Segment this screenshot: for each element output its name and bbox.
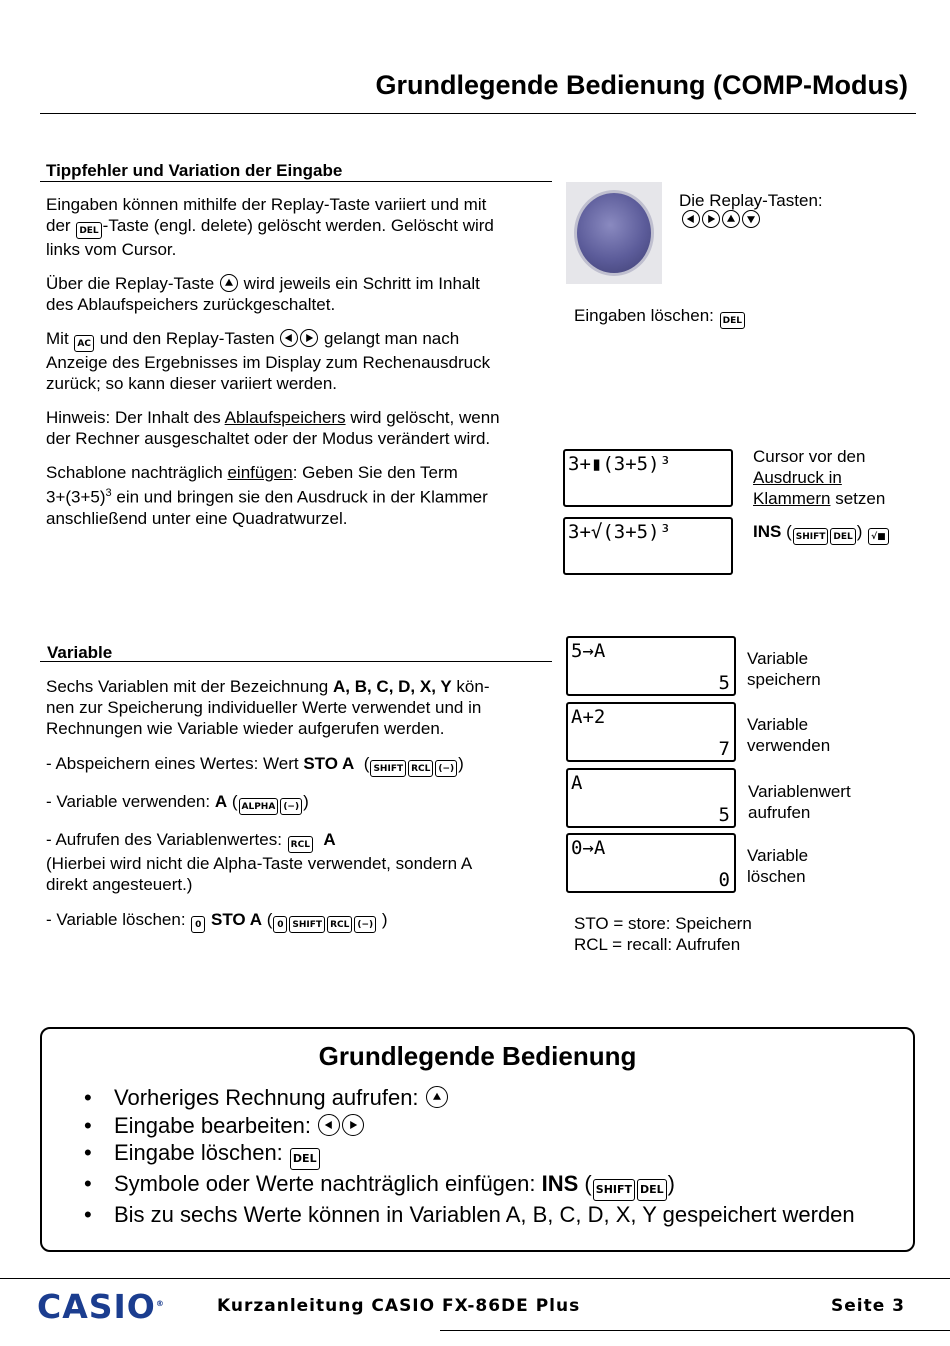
replay-keys-row — [681, 210, 761, 230]
text-fragment: - Abspeichern eines Wertes: Wert — [46, 754, 304, 773]
header-rule — [40, 113, 916, 114]
text-fragment: A, B, C, D, X, Y — [332, 677, 452, 696]
cursor-note — [753, 446, 890, 545]
section-typo-text — [46, 194, 546, 529]
ac-key-icon: AC — [74, 335, 94, 352]
text-fragment: 3+(3+5) — [46, 487, 106, 507]
text-fragment: Mit — [46, 329, 69, 348]
text-line — [46, 462, 546, 483]
lcd-caption — [748, 781, 851, 823]
shift-key-icon: SHIFT — [793, 528, 829, 545]
lcd-caption — [747, 714, 830, 756]
summary-title: Grundlegende Bedienung — [318, 1041, 637, 1071]
shift-key-icon: SHIFT — [370, 760, 406, 777]
text-line: RCL = recall: Aufrufen — [574, 935, 741, 954]
lcd-caption — [747, 648, 821, 690]
list-item: • Symbole oder Werte nachträglich einfügen: INS ( SHIFT DEL ) — [114, 1170, 855, 1201]
abbrev-note — [574, 913, 752, 955]
footer-bottom-rule — [440, 1330, 950, 1331]
sqrt-key-icon: √■ — [868, 528, 889, 545]
lcd-expression: 0→A — [571, 837, 606, 859]
replay-right-icon — [702, 210, 720, 228]
text-line: Anzeige des Ergebnisses im Display zum Rechenausdruck — [46, 353, 491, 372]
del-key-icon: DEL — [76, 222, 101, 239]
lcd-expression: A — [571, 772, 583, 794]
text-line: des Ablaufspeichers zurückgeschaltet. — [46, 295, 336, 314]
lcd-expression: 3+√(3+5)³ — [568, 521, 671, 543]
neg-key-icon: (−) — [354, 916, 376, 933]
lcd-display — [566, 702, 736, 762]
text-line: - Variable verwenden: A ( ALPHA (−) ) — [46, 791, 546, 815]
text-fragment: INS — [541, 1171, 579, 1196]
logo-text: CASIO — [37, 1287, 156, 1326]
text-line: links vom Cursor. — [46, 240, 177, 259]
text-line: Variable — [747, 846, 809, 865]
text-line: - Abspeichern eines Wertes: Wert STO A ( SHIFT RCL (−) ) — [46, 753, 546, 777]
lcd-expression: 3+▮(3+5)³ — [568, 453, 671, 475]
text-fragment: setzen — [830, 489, 886, 508]
del-key-icon: DEL — [720, 312, 745, 329]
lcd-result: 5 — [718, 672, 730, 694]
del-key-icon: DEL — [830, 528, 855, 545]
delete-label-row — [574, 305, 746, 329]
text-line: Variablenwert — [748, 782, 851, 801]
text-line — [46, 215, 546, 239]
text-fragment: : Geben Sie den Term — [292, 463, 458, 482]
text-fragment: - Variable verwenden: — [46, 792, 215, 811]
summary-list — [114, 1084, 855, 1229]
lcd-caption — [747, 845, 808, 887]
list-item — [114, 1112, 855, 1140]
text-fragment: STO A — [211, 910, 263, 929]
section-heading-variable: Variable — [47, 643, 113, 662]
text-line — [46, 328, 546, 352]
text-fragment: - Variable löschen: — [46, 910, 186, 929]
text-line — [46, 829, 546, 853]
neg-key-icon: (−) — [280, 798, 302, 815]
text-fragment: und den Replay-Tasten — [99, 329, 275, 348]
ins-keys-row: INS ( SHIFT DEL ) √■ — [753, 521, 890, 545]
lcd-expression: A+2 — [571, 706, 606, 728]
rcl-key-icon: RCL — [408, 760, 433, 777]
text-fragment: - Aufrufen des Variablenwertes: — [46, 830, 282, 849]
text-line: nen zur Speicherung individueller Werte verwendet und in — [46, 698, 482, 717]
text-line: direkt angesteuert.) — [46, 875, 193, 894]
text-fragment: Eingabe löschen: — [114, 1140, 283, 1165]
lcd-expression: 5→A — [571, 640, 606, 662]
text-line — [46, 407, 546, 428]
zero-key-icon: 0 — [191, 916, 205, 933]
text-line: anschließend unter eine Quadratwurzel. — [46, 508, 348, 528]
replay-right-icon — [342, 1114, 364, 1136]
replay-up-icon — [426, 1086, 448, 1108]
shift-key-icon: SHIFT — [289, 916, 325, 933]
rcl-key-icon: RCL — [327, 916, 352, 933]
text-fragment: Vorheriges Rechnung aufrufen: — [114, 1085, 419, 1110]
replay-dial-icon — [574, 190, 654, 276]
lcd-display — [566, 636, 736, 696]
lcd-result: 7 — [718, 738, 730, 760]
text-line — [46, 273, 546, 294]
text-fragment: wird gelöscht, wenn — [350, 408, 500, 427]
lcd-display — [566, 768, 736, 828]
replay-label: Die Replay-Tasten: — [679, 191, 823, 210]
text-fragment: A — [214, 792, 228, 811]
zero-key-icon: 0 — [273, 916, 287, 933]
text-line — [46, 483, 546, 508]
text-fragment: Hinweis: Der Inhalt des — [46, 408, 221, 427]
page-title: Grundlegende Bedienung (COMP-Modus) — [375, 70, 908, 100]
link-ablaufspeicher[interactable]: Ablaufspeichers — [224, 408, 346, 427]
text-line: STO = store: Speichern — [574, 914, 752, 933]
text-fragment: kön- — [451, 677, 490, 696]
text-line: Rechnungen wie Variable wieder aufgerufen werden. — [46, 719, 445, 738]
lcd-display — [566, 833, 736, 893]
footer-rule — [0, 1278, 950, 1279]
list-item — [114, 1139, 855, 1170]
superscript: 3 — [105, 487, 112, 499]
rcl-key-icon: RCL — [288, 836, 313, 853]
text-line: der Rechner ausgeschaltet oder der Modus verändert wird. — [46, 429, 491, 448]
replay-right-icon — [300, 329, 318, 347]
link-einfuegen[interactable]: einfügen — [227, 463, 293, 482]
text-fragment: Über die Replay-Taste — [46, 274, 215, 293]
text-fragment: A — [323, 830, 336, 849]
link-klammern[interactable]: Klammern — [753, 489, 831, 508]
text-fragment: ein und bringen sie den Ausdruck in der Klammer — [111, 487, 488, 507]
del-key-icon: DEL — [637, 1179, 667, 1201]
text-line: löschen — [747, 867, 806, 886]
text-line: speichern — [747, 670, 821, 689]
replay-up-icon — [722, 210, 740, 228]
replay-left-icon — [280, 329, 298, 347]
casio-logo — [37, 1287, 165, 1326]
text-line: verwenden — [747, 736, 831, 755]
section-rule-typo — [40, 181, 552, 182]
footer-title: Kurzanleitung CASIO FX-86DE Plus — [217, 1296, 581, 1316]
replay-left-icon — [682, 210, 700, 228]
text-line: (Hierbei wird nicht die Alpha-Taste verwendet, sondern A — [46, 854, 473, 873]
text-fragment: wird jeweils ein Schritt im Inhalt — [243, 274, 480, 293]
section-heading-typo: Tippfehler und Variation der Eingabe — [46, 161, 343, 180]
text-fragment: Symbole oder Werte nachträglich einfügen: — [114, 1171, 542, 1196]
text-fragment: Schablone nachträglich — [46, 463, 223, 482]
replay-down-icon — [742, 210, 760, 228]
text-fragment: Sechs Variablen mit der Bezeichnung — [46, 677, 333, 696]
page-number: Seite 3 — [830, 1296, 905, 1316]
text-line: aufrufen — [748, 803, 811, 822]
section-variable-text — [46, 676, 546, 933]
text-line — [46, 676, 546, 697]
replay-key-photo — [566, 182, 662, 284]
summary-box — [40, 1027, 915, 1252]
neg-key-icon: (−) — [435, 760, 457, 777]
text-line: Variable — [747, 715, 809, 734]
section-rule-variable — [40, 661, 552, 662]
del-key-icon: DEL — [290, 1148, 320, 1170]
list-item: • Bis zu sechs Werte können in Variablen A, B, C, D, X, Y gespeichert werden — [114, 1201, 855, 1229]
lcd-display — [563, 449, 733, 507]
text-fragment: der — [46, 216, 71, 235]
registered-mark: ® — [155, 1299, 165, 1308]
alpha-key-icon: ALPHA — [239, 798, 279, 815]
text-line: Variable — [747, 649, 809, 668]
list-item — [114, 1084, 855, 1112]
text-line: zurück; so kann dieser variiert werden. — [46, 374, 338, 393]
text-line — [753, 488, 890, 509]
ins-label: INS — [753, 522, 782, 541]
text-line: - Variable löschen: 0 STO A ( 0 SHIFT RCL (−) ) — [46, 909, 546, 933]
replay-left-icon — [318, 1114, 340, 1136]
lcd-result: 0 — [718, 869, 730, 891]
text-fragment: Eingabe bearbeiten: — [114, 1112, 311, 1138]
text-fragment: gelangt man nach — [324, 329, 460, 348]
lcd-result: 5 — [718, 804, 730, 826]
text-fragment: -Taste (engl. delete) gelöscht werden. Gelöscht wird — [102, 216, 494, 235]
shift-key-icon: SHIFT — [593, 1179, 635, 1201]
text-line: Cursor vor den — [753, 447, 866, 466]
text-fragment: STO A — [303, 754, 355, 773]
lcd-display — [563, 517, 733, 575]
link-ausdruck[interactable]: Ausdruck in — [753, 468, 842, 487]
text-line: Eingaben können mithilfe der Replay-Taste variiert und mit — [46, 195, 487, 214]
replay-up-icon — [220, 274, 238, 292]
delete-label: Eingaben löschen: — [574, 306, 714, 325]
